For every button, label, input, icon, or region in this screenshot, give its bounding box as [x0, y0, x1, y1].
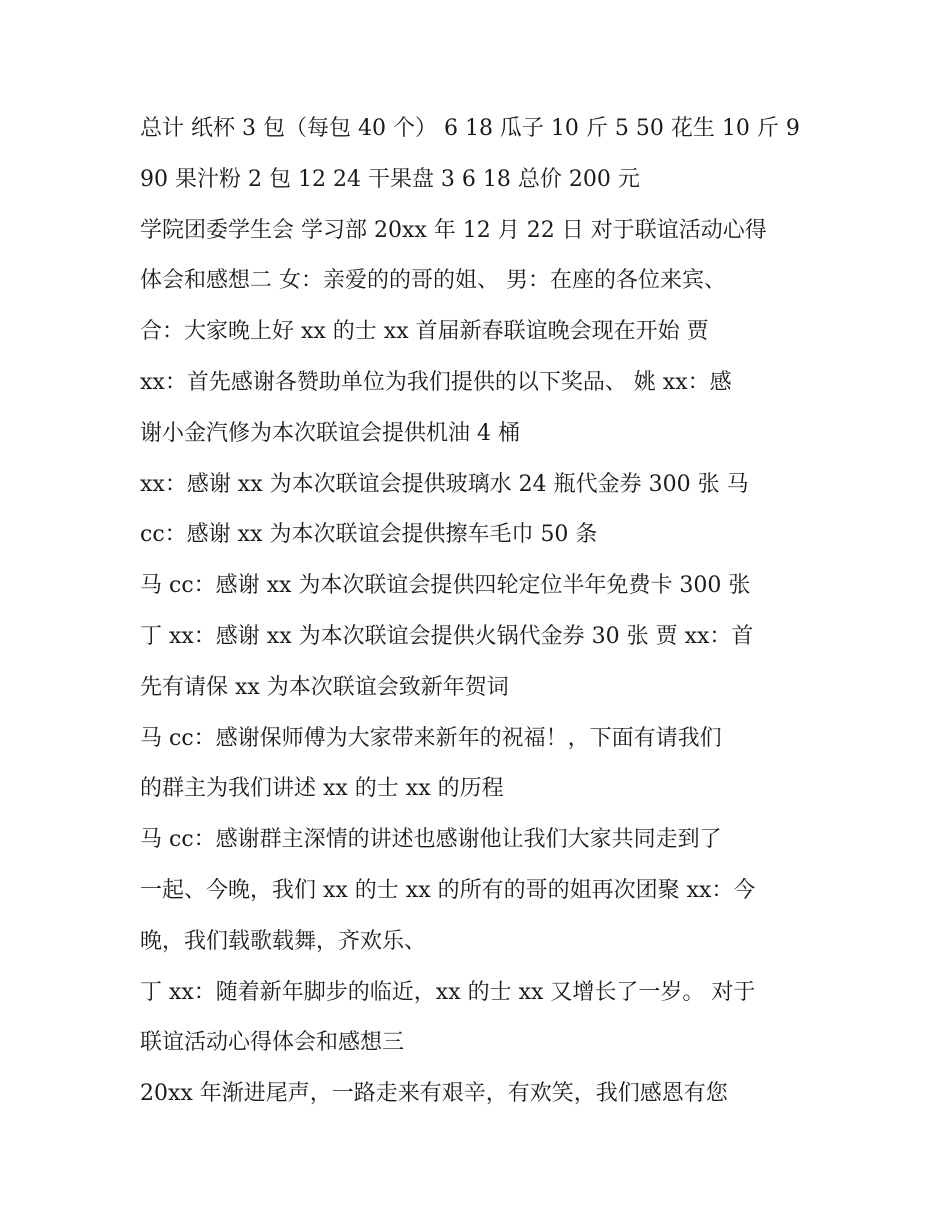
text-line: 的群主为我们讲述 xx 的士 xx 的历程 [140, 776, 504, 802]
text-line: 先有请保 xx 为本次联谊会致新年贺词 [140, 674, 509, 700]
text-line: cc：感谢 xx 为本次联谊会提供擦车毛巾 50 条 [140, 522, 598, 548]
text-line: 学院团委学生会 学习部 20xx 年 12 月 22 日 对于联谊活动心得 [140, 217, 767, 243]
text-line: xx：感谢 xx 为本次联谊会提供玻璃水 24 瓶代金券 300 张 马 [140, 471, 749, 497]
text-line: 一起、今晚，我们 xx 的士 xx 的所有的哥的姐再次团聚 xx：今 [140, 877, 756, 903]
text-line: 总计 纸杯 3 包（每包 40 个） 6 18 瓜子 10 斤 5 50 花生 10 斤 9 [140, 116, 800, 141]
text-line: 马 cc：感谢保师傅为大家带来新年的祝福！，下面有请我们 [140, 725, 722, 751]
text-line: 谢小金汽修为本次联谊会提供机油 4 桶 [140, 420, 520, 446]
text-line: 90 果汁粉 2 包 12 24 干果盘 3 6 18 总价 200 元 [140, 166, 640, 192]
text-line: 联谊活动心得体会和感想三 [140, 1030, 405, 1056]
text-line: 丁 xx：随着新年脚步的临近，xx 的士 xx 又增长了一岁。 对于 [140, 979, 756, 1005]
text-line: 马 cc：感谢群主深情的讲述也感谢他让我们大家共同走到了 [140, 827, 722, 853]
text-line: 晚，我们载歌载舞，齐欢乐、 [140, 928, 427, 954]
text-line: xx：首先感谢各赞助单位为我们提供的以下奖品、 姚 xx：感 [140, 369, 732, 395]
document-body [140, 104, 830, 1120]
text-line: 丁 xx：感谢 xx 为本次联谊会提供火锅代金券 30 张 贾 xx：首 [140, 623, 754, 649]
text-line: 马 cc：感谢 xx 为本次联谊会提供四轮定位半年免费卡 300 张 [140, 573, 751, 599]
text-line: 20xx 年渐进尾声，一路走来有艰辛，有欢笑，我们感恩有您 [140, 1081, 728, 1107]
text-line: 体会和感想二 女：亲爱的的哥的姐、 男：在座的各位来宾、 [140, 268, 726, 294]
text-line: 合：大家晚上好 xx 的士 xx 首届新春联谊晚会现在开始 贾 [140, 319, 709, 345]
